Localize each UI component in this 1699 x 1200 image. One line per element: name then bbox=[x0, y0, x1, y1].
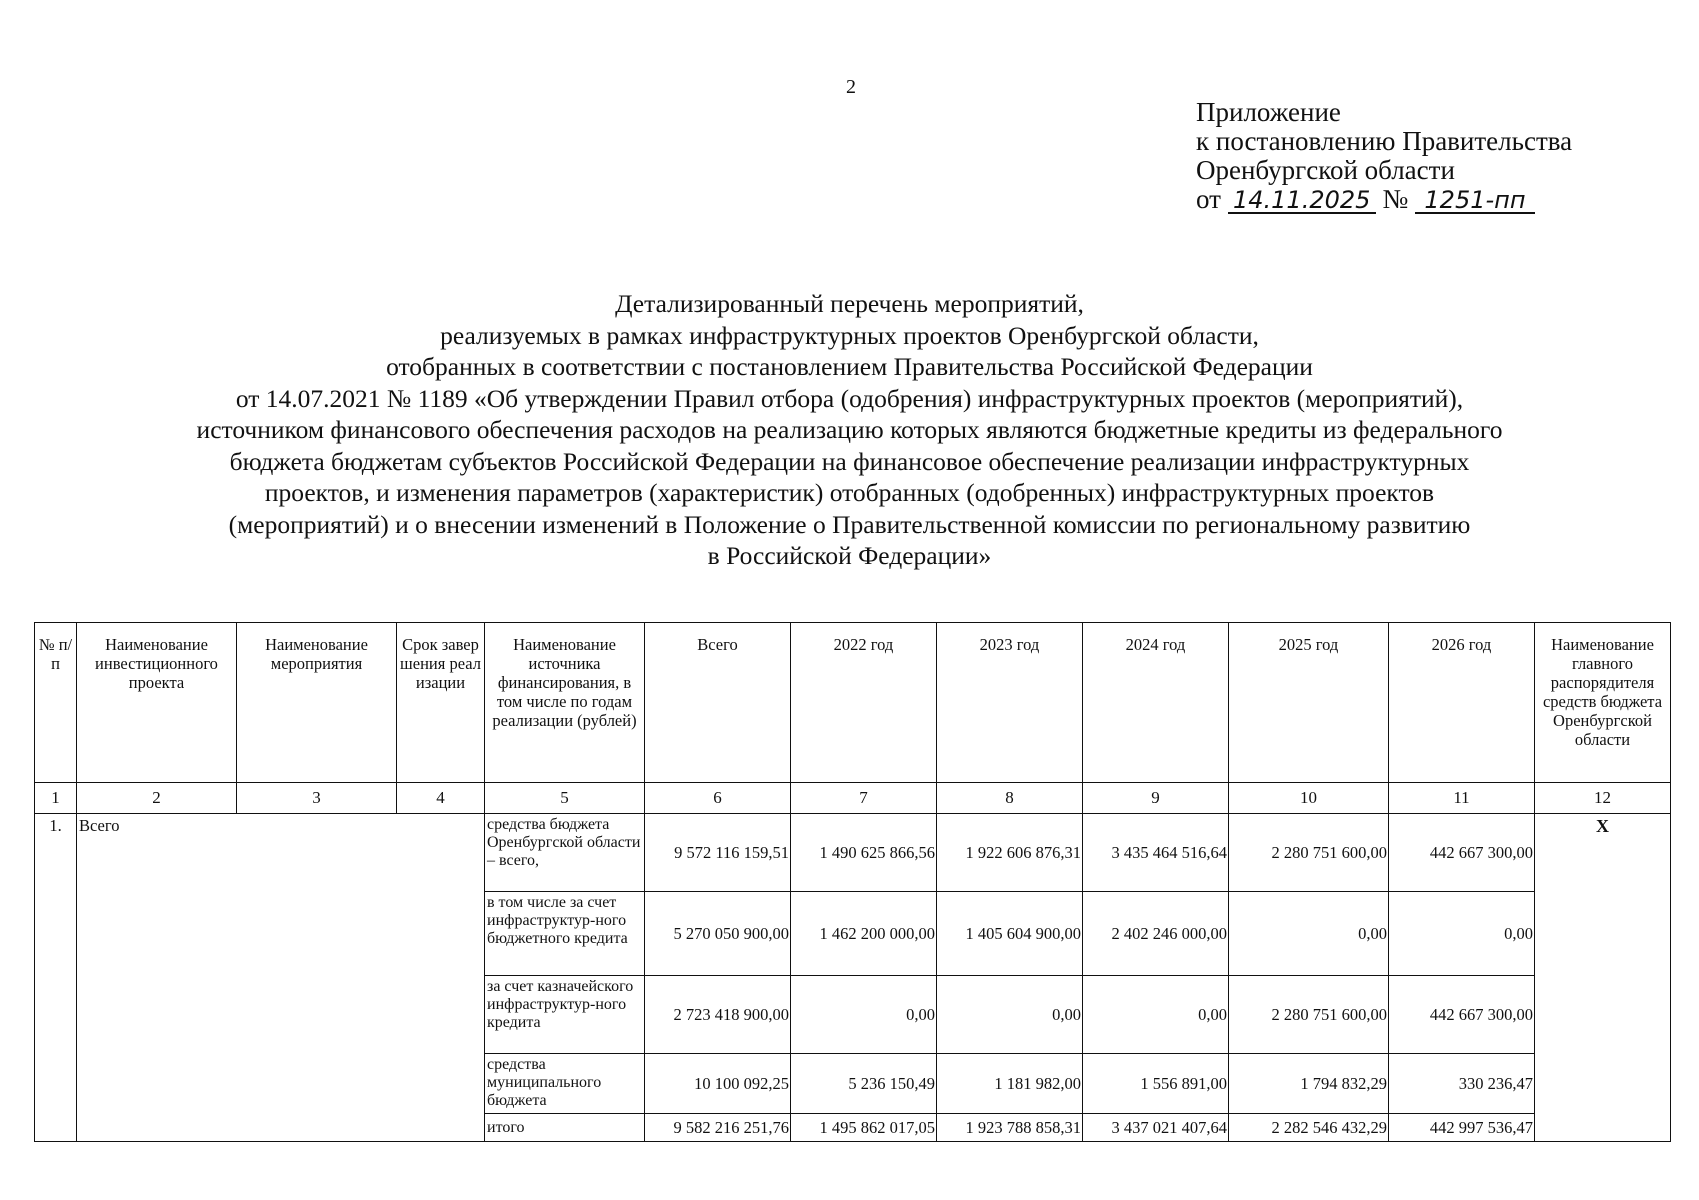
amount-total: 9 582 216 251,76 bbox=[645, 1114, 791, 1142]
appendix-line-1: Приложение bbox=[1196, 97, 1341, 127]
header-cell: № п/п bbox=[35, 623, 77, 783]
amount-2026: 442 667 300,00 bbox=[1389, 814, 1535, 892]
manager-cell: Х bbox=[1535, 814, 1671, 1142]
column-number: 8 bbox=[937, 783, 1083, 814]
column-number: 4 bbox=[397, 783, 485, 814]
number-sign: № bbox=[1382, 184, 1409, 214]
amount-2026: 442 997 536,47 bbox=[1389, 1114, 1535, 1142]
amount-total: 10 100 092,25 bbox=[645, 1054, 791, 1114]
title-line: бюджета бюджетам субъектов Российской Федерации на финансовое обеспечение реализации инфраструктурных bbox=[229, 446, 1470, 476]
column-number-row bbox=[35, 783, 1671, 814]
amount-2024: 0,00 bbox=[1083, 976, 1229, 1054]
header-cell: 2024 год bbox=[1083, 623, 1229, 783]
title-line: от 14.07.2021 № 1189 «Об утверждении Правил отбора (одобрения) инфраструктурных проектов (мероприятий), bbox=[235, 383, 1464, 413]
header-cell: Наименование источника финансирования, в том числе по годам реализации (рублей) bbox=[485, 623, 645, 783]
header-cell: Всего bbox=[645, 623, 791, 783]
amount-2025: 0,00 bbox=[1229, 892, 1389, 976]
handwritten-number: 1251-пп bbox=[1415, 188, 1535, 214]
column-number: 1 bbox=[35, 783, 77, 814]
amount-2024: 2 402 246 000,00 bbox=[1083, 892, 1229, 976]
header-cell: Наименование инвестиционного проекта bbox=[77, 623, 237, 783]
header-cell: Наименование главного распорядителя средств бюджета Оренбургской области bbox=[1535, 623, 1671, 783]
header-cell: 2023 год bbox=[937, 623, 1083, 783]
amount-2022: 5 236 150,49 bbox=[791, 1054, 937, 1114]
funding-source: итого bbox=[485, 1114, 645, 1142]
appendix-line-2: к постановлению Правительства bbox=[1196, 126, 1573, 156]
header-cell: 2022 год bbox=[791, 623, 937, 783]
amount-2025: 2 282 546 432,29 bbox=[1229, 1114, 1389, 1142]
amount-2023: 1 405 604 900,00 bbox=[937, 892, 1083, 976]
column-number: 9 bbox=[1083, 783, 1229, 814]
title-line: (мероприятий) и о внесении изменений в Положение о Правительственной комиссии по региональному развитию bbox=[228, 509, 1471, 539]
amount-2023: 1 181 982,00 bbox=[937, 1054, 1083, 1114]
document-title bbox=[0, 288, 1699, 572]
amount-2026: 0,00 bbox=[1389, 892, 1535, 976]
amount-2022: 1 490 625 866,56 bbox=[791, 814, 937, 892]
row-number: 1. bbox=[35, 814, 77, 1142]
from-label: от bbox=[1196, 184, 1221, 214]
amount-2024: 3 437 021 407,64 bbox=[1083, 1114, 1229, 1142]
column-number: 5 bbox=[485, 783, 645, 814]
amount-2022: 1 462 200 000,00 bbox=[791, 892, 937, 976]
title-line: источником финансового обеспечения расходов на реализацию которых являются бюджетные кредиты из федерального bbox=[196, 415, 1503, 444]
header-cell: Наименование мероприятия bbox=[237, 623, 397, 783]
funding-source: средства муниципального бюджета bbox=[485, 1054, 645, 1114]
amount-2026: 330 236,47 bbox=[1389, 1054, 1535, 1114]
header-cell: 2026 год bbox=[1389, 623, 1535, 783]
amount-2023: 1 922 606 876,31 bbox=[937, 814, 1083, 892]
column-number: 11 bbox=[1389, 783, 1535, 814]
amount-2022: 1 495 862 017,05 bbox=[791, 1114, 937, 1142]
table-row bbox=[35, 814, 1671, 892]
handwritten-date: 14.11.2025 bbox=[1228, 188, 1376, 214]
funding-source: за счет казначейского инфраструктур-ного кредита bbox=[485, 976, 645, 1054]
amount-2023: 0,00 bbox=[937, 976, 1083, 1054]
column-number: 10 bbox=[1229, 783, 1389, 814]
amount-2023: 1 923 788 858,31 bbox=[937, 1114, 1083, 1142]
amount-total: 2 723 418 900,00 bbox=[645, 976, 791, 1054]
column-number: 6 bbox=[645, 783, 791, 814]
appendix-block bbox=[1196, 98, 1572, 214]
column-number: 2 bbox=[77, 783, 237, 814]
amount-2025: 1 794 832,29 bbox=[1229, 1054, 1389, 1114]
amount-total: 9 572 116 159,51 bbox=[645, 814, 791, 892]
column-number: 7 bbox=[791, 783, 937, 814]
projects-table bbox=[34, 622, 1671, 1142]
title-line: отобранных в соответствии с постановлением Правительства Российской Федерации bbox=[386, 352, 1313, 381]
amount-2025: 2 280 751 600,00 bbox=[1229, 976, 1389, 1054]
header-cell: Срок завершения реализации bbox=[397, 623, 485, 783]
funding-source: в том числе за счет инфраструктур-ного бюджетного кредита bbox=[485, 892, 645, 976]
amount-2026: 442 667 300,00 bbox=[1389, 976, 1535, 1054]
amount-2022: 0,00 bbox=[791, 976, 937, 1054]
title-line: реализуемых в рамках инфраструктурных проектов Оренбургской области, bbox=[440, 320, 1259, 350]
header-cell: 2025 год bbox=[1229, 623, 1389, 783]
amount-2024: 3 435 464 516,64 bbox=[1083, 814, 1229, 892]
title-line: Детализированный перечень мероприятий, bbox=[615, 289, 1084, 318]
funding-source: средства бюджета Оренбургской области – всего, bbox=[485, 814, 645, 892]
header-row bbox=[35, 623, 1671, 783]
amount-2025: 2 280 751 600,00 bbox=[1229, 814, 1389, 892]
column-number: 12 bbox=[1535, 783, 1671, 814]
row-label: Всего bbox=[77, 814, 485, 1142]
page-number: 2 bbox=[846, 76, 856, 98]
amount-2024: 1 556 891,00 bbox=[1083, 1054, 1229, 1114]
appendix-date-line bbox=[1196, 185, 1572, 214]
column-number: 3 bbox=[237, 783, 397, 814]
title-line: проектов, и изменения параметров (характеристик) отобранных (одобренных) инфраструктурных проектов bbox=[264, 478, 1435, 507]
title-line: в Российской Федерации» bbox=[707, 541, 992, 570]
amount-total: 5 270 050 900,00 bbox=[645, 892, 791, 976]
appendix-line-3: Оренбургской области bbox=[1196, 155, 1455, 185]
